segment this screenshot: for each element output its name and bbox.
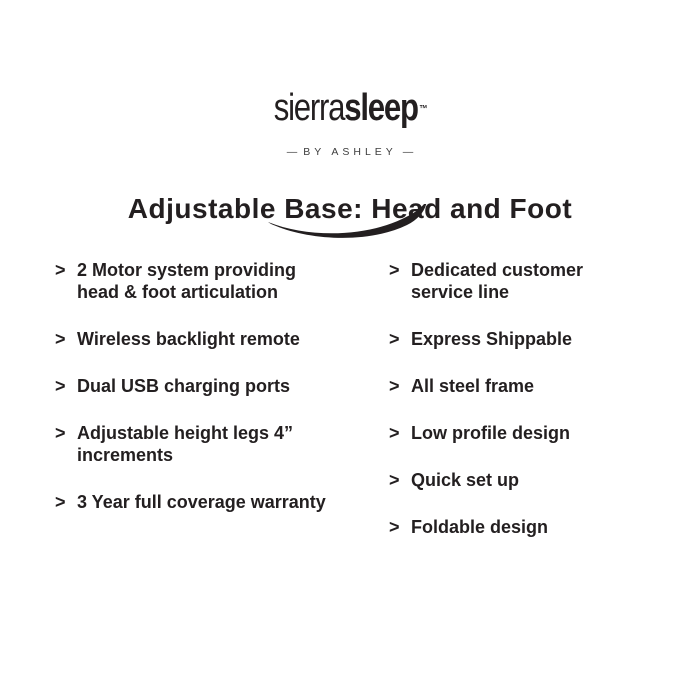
feature-text: Wireless backlight remote bbox=[77, 329, 300, 349]
bullet-icon: > bbox=[389, 376, 400, 396]
page-title: Adjustable Base: Head and Foot bbox=[127, 193, 573, 224]
feature-item bbox=[55, 259, 345, 303]
bullet-icon: > bbox=[55, 260, 66, 280]
feature-text: 2 Motor system providing head & foot articulation bbox=[77, 260, 297, 302]
bullet-icon: > bbox=[389, 329, 400, 349]
bullet-icon: > bbox=[55, 376, 66, 396]
feature-item bbox=[389, 328, 639, 350]
feature-text: Express Shippable bbox=[411, 329, 573, 349]
feature-text: Foldable design bbox=[411, 517, 549, 537]
brand-tagline bbox=[281, 146, 420, 158]
feature-text: Dual USB charging ports bbox=[77, 376, 291, 396]
feature-text: 3 Year full coverage warranty bbox=[77, 492, 326, 512]
feature-text: Quick set up bbox=[411, 470, 520, 490]
feature-item bbox=[389, 516, 639, 538]
feature-item bbox=[55, 375, 345, 397]
feature-text: Dedicated customer service line bbox=[411, 260, 584, 302]
feature-item bbox=[389, 259, 639, 303]
tagline-left-dash: — bbox=[286, 146, 298, 158]
bullet-icon: > bbox=[389, 260, 400, 280]
feature-text: Low profile design bbox=[411, 423, 571, 443]
bullet-icon: > bbox=[389, 470, 400, 490]
feature-item bbox=[55, 491, 345, 513]
feature-item bbox=[55, 422, 345, 466]
feature-column-right bbox=[389, 259, 639, 563]
feature-item bbox=[389, 469, 639, 491]
feature-item bbox=[389, 422, 639, 444]
bullet-icon: > bbox=[55, 492, 66, 512]
feature-column-left bbox=[55, 259, 345, 538]
tagline-text: BY ASHLEY bbox=[303, 146, 397, 158]
feature-item bbox=[389, 375, 639, 397]
bullet-icon: > bbox=[389, 423, 400, 443]
bullet-icon: > bbox=[55, 423, 66, 443]
feature-text: Adjustable height legs 4” increments bbox=[77, 423, 294, 465]
brand-name-bold: sleep bbox=[344, 87, 418, 129]
feature-text: All steel frame bbox=[411, 376, 535, 396]
trademark-symbol: ™ bbox=[419, 104, 428, 115]
brand-name-light: sierra bbox=[273, 87, 345, 129]
brand-wordmark bbox=[274, 86, 426, 130]
bullet-icon: > bbox=[55, 329, 66, 349]
bullet-icon: > bbox=[389, 517, 400, 537]
feature-item bbox=[55, 328, 345, 350]
tagline-right-dash: — bbox=[402, 146, 414, 158]
brand-logo bbox=[230, 86, 470, 130]
